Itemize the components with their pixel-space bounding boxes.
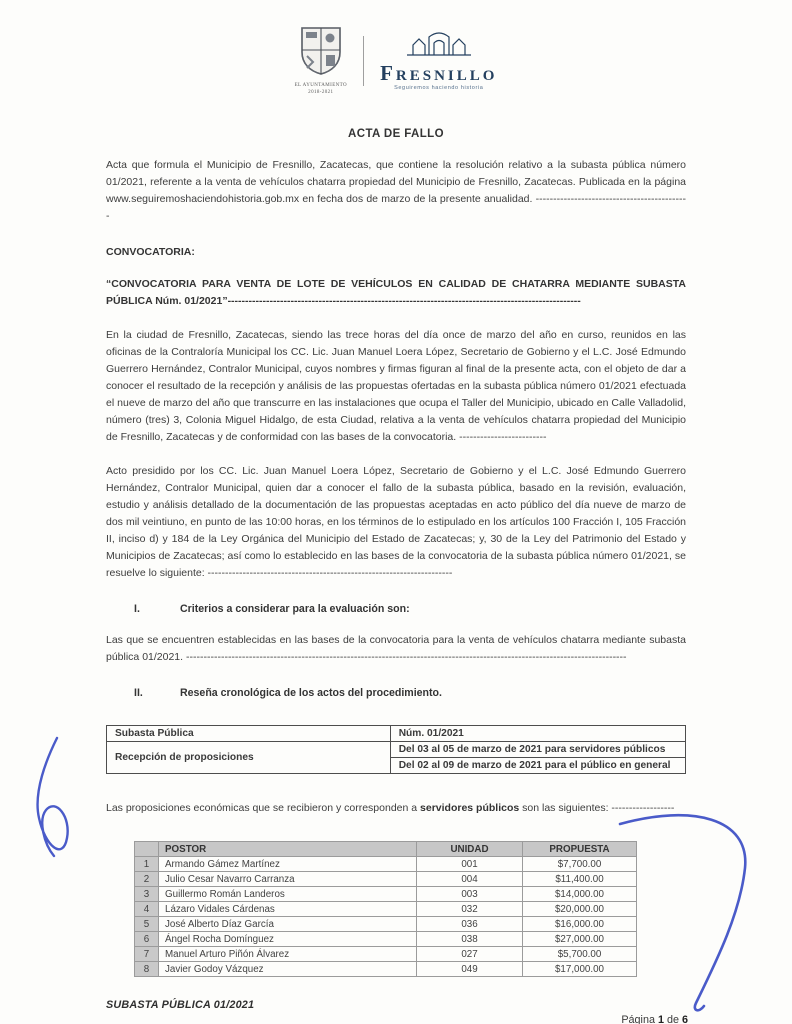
- cell-propuesta: $5,700.00: [523, 947, 637, 962]
- table-row: [107, 742, 686, 758]
- row-number: 6: [135, 932, 159, 947]
- cell-propuesta: $14,000.00: [523, 887, 637, 902]
- table-row: [135, 857, 637, 872]
- table-row: [135, 902, 637, 917]
- schedule-label-recepcion: Recepción de proposiciones: [107, 742, 391, 774]
- seal-caption-line2: 2018-2021: [308, 89, 334, 95]
- intro-paragraph: Acta que formula el Municipio de Fresnillo, Zacatecas, que contiene la resolución relativo a la subasta pública número 01/2021, referente a la venta de vehículos chatarra propiedad del Municipio de Fresnillo, Zacatecas. Publicada en la página www.seguiremoshaciendohistoria.gob.mx en fecha dos de marzo de la presente anualidad. --------------------------------------------: [106, 159, 686, 222]
- cell-propuesta: $17,000.00: [523, 962, 637, 977]
- cell-propuesta: $11,400.00: [523, 872, 637, 887]
- paragraph-acto: Acto presidido por los CC. Lic. Juan Manuel Loera López, Secretario de Gobierno y el L.C. José Edmundo Guerrero Hernández, Contralor Municipal, quien dar a conocer el fallo de la subasta pública, basado en la revisión, evaluación, estudio y análisis detallado de la documentación de las propuestas aceptadas en acto público del día nueve de marzo de dos mil veintiuno, en punto de las 10:00 horas, en los términos de lo estipulado en los artículos 100 Fracción I, 105 Fracción II, inciso d) y 184 de la Ley Orgánica del Municipio del Estado de Zacatecas; y, 30 de la Ley del Patrimonio del Estado y Municipios de Zacatecas; así como lo establecido en las bases de la convocatoria de la subasta pública número 01/2021, se resuelve lo siguiente: ----------------------------------------------------------------------: [106, 465, 686, 579]
- row-number: 4: [135, 902, 159, 917]
- header-cell-postor: POSTOR: [159, 842, 417, 857]
- municipal-seal: [295, 26, 348, 96]
- cell-postor: Ángel Rocha Domínguez: [159, 932, 417, 947]
- proposals-intro-bold: servidores públicos: [420, 802, 520, 814]
- seal-caption-line1: EL AYUNTAMIENTO: [294, 83, 348, 88]
- page-number-indicator: [621, 1014, 688, 1024]
- section-title-2: Reseña cronológica de los actos del procedimiento.: [180, 687, 442, 699]
- schedule-table: [106, 725, 686, 774]
- section-item-2: [106, 687, 686, 699]
- row-number: 7: [135, 947, 159, 962]
- schedule-value-fecha2: Del 02 al 09 de marzo de 2021 para el público en general: [390, 758, 685, 774]
- cell-unidad: 038: [417, 932, 523, 947]
- table-row: [135, 917, 637, 932]
- page-separator: de: [666, 1014, 679, 1024]
- header-divider: [363, 36, 364, 86]
- cell-postor: Javier Godoy Vázquez: [159, 962, 417, 977]
- cell-propuesta: $7,700.00: [523, 857, 637, 872]
- cell-propuesta: $27,000.00: [523, 932, 637, 947]
- row-number: 2: [135, 872, 159, 887]
- proposals-intro-pre: Las proposiciones económicas que se recibieron y corresponden a: [106, 802, 421, 814]
- proposals-intro: [106, 800, 686, 817]
- cell-unidad: 027: [417, 947, 523, 962]
- paragraph-ciudad: En la ciudad de Fresnillo, Zacatecas, siendo las trece horas del día once de marzo del año en curso, reunidos en las oficinas de la Contraloría Municipal los CC. Lic. Juan Manuel Loera López, Secretario de Gobierno y el L.C. José Edmundo Guerrero Hernández, Contralor Municipal, cuyos nombres y firmas figuran al final de la presente acta, con el objeto de dar a conocer el resultado de la recepción y análisis de las propuestas ofertadas en la subasta pública número 01/2021 efectuada el nueve de marzo del año que transcurre en las instalaciones que ocupa el Taller del Municipio, ubicado en Calle Valladolid, número (tres) 3, Colonia Miguel Hidalgo, de esta Ciudad, relativa a la venta de vehículos chatarra propiedad del Municipio de Fresnillo, Zacatecas y de conformidad con las bases de la convocatoria. -------------------------: [106, 329, 686, 443]
- schedule-value-num: Núm. 01/2021: [390, 726, 685, 742]
- header-cell-num: [135, 842, 159, 857]
- cell-postor: Manuel Arturo Piñón Álvarez: [159, 947, 417, 962]
- section-item-1: [106, 603, 686, 615]
- section-number-2: II.: [134, 687, 143, 699]
- proposals-intro-post: son las siguientes: ------------------: [519, 802, 675, 814]
- cell-unidad: 003: [417, 887, 523, 902]
- cell-postor: Guillermo Román Landeros: [159, 887, 417, 902]
- cell-propuesta: $20,000.00: [523, 902, 637, 917]
- footer-subasta-label: SUBASTA PÚBLICA 01/2021: [106, 999, 255, 1011]
- convocatoria-label: CONVOCATORIA:: [106, 246, 195, 258]
- table-row: [135, 887, 637, 902]
- paragraph-criterios: Las que se encuentren establecidas en las bases de la convocatoria para la venta de vehículos chatarra mediante subasta pública 01/2021. ------------------------------------------------------------------------------------------------------------------------------: [106, 634, 686, 663]
- row-number: 3: [135, 887, 159, 902]
- cell-unidad: 004: [417, 872, 523, 887]
- header-cell-unidad: UNIDAD: [417, 842, 523, 857]
- schedule-value-fecha1: Del 03 al 05 de marzo de 2021 para servidores públicos: [390, 742, 685, 758]
- fresnillo-logo: [380, 31, 497, 91]
- fresnillo-building-icon: [403, 44, 475, 61]
- cell-postor: José Alberto Díaz García: [159, 917, 417, 932]
- page-word: Página: [621, 1014, 655, 1024]
- header-cell-propuesta: PROPUESTA: [523, 842, 637, 857]
- cell-unidad: 049: [417, 962, 523, 977]
- cell-unidad: 001: [417, 857, 523, 872]
- cell-postor: Armando Gámez Martínez: [159, 857, 417, 872]
- bids-table: [134, 841, 637, 977]
- document-header: [106, 20, 686, 96]
- row-number: 5: [135, 917, 159, 932]
- cell-propuesta: $16,000.00: [523, 917, 637, 932]
- brand-name: Fresnillo: [380, 60, 498, 85]
- cell-postor: Lázaro Vidales Cárdenas: [159, 902, 417, 917]
- cell-postor: Julio Cesar Navarro Carranza: [159, 872, 417, 887]
- cell-unidad: 036: [417, 917, 523, 932]
- section-number-1: I.: [134, 603, 140, 615]
- convocatoria-heading: “CONVOCATORIA PARA VENTA DE LOTE DE VEHÍCULOS EN CALIDAD DE CHATARRA MEDIANTE SUBASTA PÚBLICA Núm. 01/2021”-----------------------------------------------------------------------------------------------------: [106, 278, 686, 307]
- bids-header-row: [135, 842, 637, 857]
- page-total: 6: [681, 1014, 688, 1024]
- page-footer: [106, 999, 688, 1024]
- cell-unidad: 032: [417, 902, 523, 917]
- brand-tagline: Seguiremos haciendo historia: [394, 85, 484, 92]
- page-number: 1: [657, 1014, 664, 1024]
- schedule-label-subasta: Subasta Pública: [107, 726, 391, 742]
- municipal-seal-icon: [299, 63, 343, 80]
- row-number: 1: [135, 857, 159, 872]
- table-row: [135, 932, 637, 947]
- section-title-1: Criterios a considerar para la evaluación son:: [180, 603, 410, 615]
- table-row: [135, 872, 637, 887]
- page-title: ACTA DE FALLO: [348, 128, 444, 140]
- row-number: 8: [135, 962, 159, 977]
- bids-table-wrapper: [134, 841, 686, 977]
- table-row: [107, 726, 686, 742]
- table-row: [135, 962, 637, 977]
- table-row: [135, 947, 637, 962]
